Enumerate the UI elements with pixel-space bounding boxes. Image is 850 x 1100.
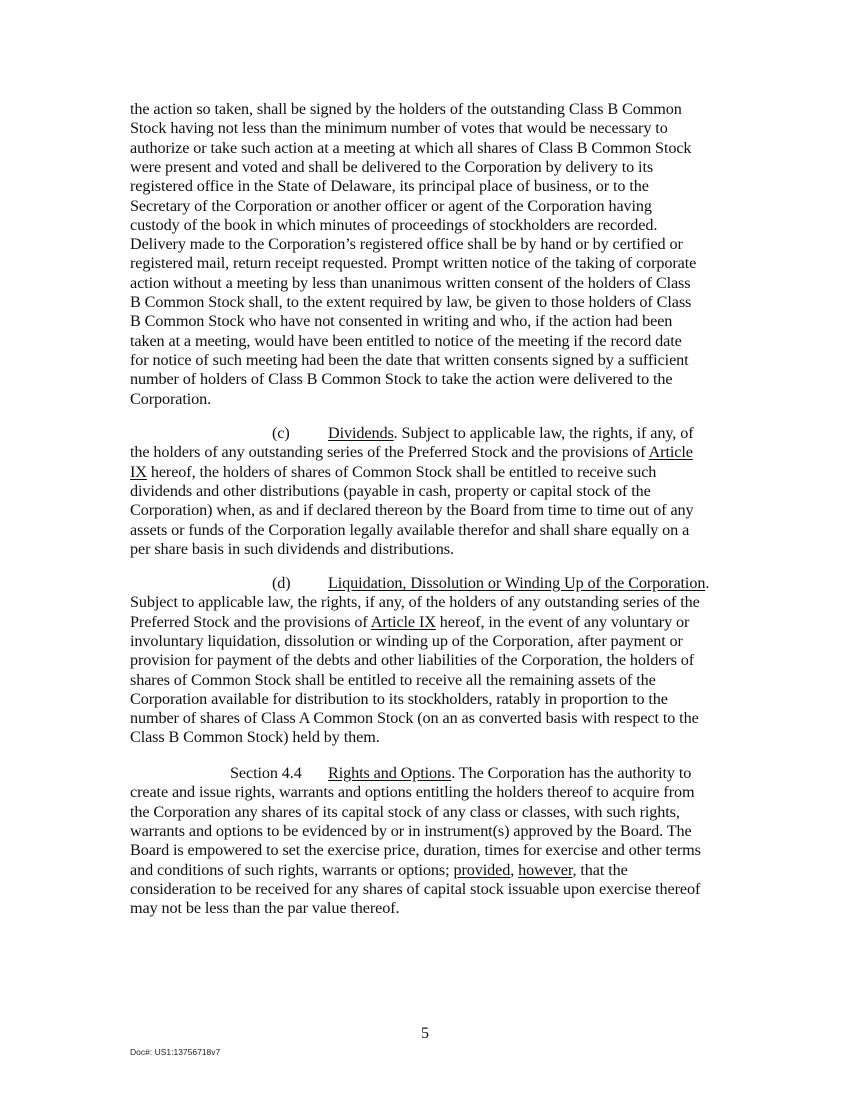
- text-line: per share basis in such dividends and distributions.: [130, 539, 454, 558]
- text-line: Board is empowered to set the exercise price, duration, times for exercise and other terms: [130, 841, 701, 860]
- provided-term: provided: [453, 860, 511, 879]
- text-line: and conditions of such rights, warrants or options; provided, however, that the: [130, 860, 628, 879]
- text-line: custody of the book in which minutes of proceedings of stockholders are recorded.: [130, 215, 658, 234]
- text-line: B Common Stock shall, to the extent required by law, be given to those holders of Class: [130, 293, 692, 311]
- text-line: (d) Liquidation, Dissolution or Winding Up of the Corporation.: [272, 574, 710, 592]
- text-line: Stock having not less than the minimum number of votes that would be necessary to: [130, 119, 668, 138]
- text-line: dividends and other distributions (payable in cash, property or capital stock of the: [130, 481, 651, 500]
- however-term: however: [518, 860, 573, 879]
- document-id: Doc#: US1:13756718v7: [130, 1047, 221, 1057]
- clause-label-d: (d): [272, 574, 291, 592]
- text-line: create and issue rights, warrants and options entitling the holders thereof to acquire from: [130, 783, 695, 802]
- article-ix-link[interactable]: Article IX: [370, 612, 436, 631]
- text-line: for notice of such meeting had been the date that written consents signed by a sufficient: [130, 350, 689, 369]
- text-line: the action so taken, shall be signed by the holders of the outstanding Class B Common: [130, 100, 682, 118]
- text-line: may not be less than the par value thereof.: [130, 899, 400, 918]
- text-line: number of shares of Class A Common Stock (on an as converted basis with respect to the: [130, 709, 699, 728]
- text-line: authorize or take such action at a meeting at which all shares of Class B Common Stock: [130, 138, 692, 157]
- liquidation-heading: Liquidation, Dissolution or Winding Up of the Corporation: [328, 574, 706, 592]
- dividends-heading: Dividends: [328, 424, 394, 442]
- text-line: number of holders of Class B Common Stock to take the action were delivered to the: [130, 370, 673, 389]
- text-line: the holders of any outstanding series of the Preferred Stock and the provisions of Article: [130, 443, 693, 462]
- text-line: warrants and options to be evidenced by or in instrument(s) approved by the Board. The: [130, 821, 692, 840]
- text-line: taken at a meeting, would have been entitled to notice of the meeting if the record date: [130, 331, 682, 350]
- article-ix-link[interactable]: Article: [648, 443, 693, 462]
- text-line: Subject to applicable law, the rights, if any, of the holders of any outstanding series of the: [130, 593, 700, 612]
- text-line: assets or funds of the Corporation legally available therefor and shall share equally on a: [130, 520, 690, 539]
- text-line: Corporation available for distribution to its stockholders, ratably in proportion to the: [130, 689, 668, 708]
- text-line: Preferred Stock and the provisions of Article IX hereof, in the event of any voluntary or: [130, 612, 690, 631]
- text-line: action without a meeting by less than unanimous written consent of the holders of Class: [130, 273, 691, 292]
- section-number: Section 4.4: [230, 764, 302, 782]
- rights-options-heading: Rights and Options: [328, 764, 452, 782]
- text-line: the Corporation any shares of its capital stock of any class or classes, with such rights,: [130, 802, 680, 821]
- article-ix-link-cont[interactable]: IX: [130, 462, 147, 481]
- text-line: registered office in the State of Delaware, its principal place of business, or to the: [130, 177, 649, 196]
- text-line: Section 4.4 Rights and Options. The Corporation has the authority to: [230, 764, 692, 782]
- page-number: 5: [421, 1025, 429, 1042]
- text-line: IX hereof, the holders of shares of Common Stock shall be entitled to receive such: [130, 462, 657, 481]
- text-line: involuntary liquidation, dissolution or winding up of the Corporation, after payment or: [130, 631, 683, 650]
- text-line: Corporation) when, as and if declared thereon by the Board from time to time out of any: [130, 501, 694, 520]
- text-line: Secretary of the Corporation or another officer or agent of the Corporation having: [130, 196, 652, 215]
- text-line: B Common Stock who have not consented in writing and who, if the action had been: [130, 312, 673, 331]
- text-line: Delivery made to the Corporation’s registered office shall be by hand or by certified or: [130, 235, 683, 254]
- text-line: registered mail, return receipt requested. Prompt written notice of the taking of corporate: [130, 254, 697, 273]
- text-line: (c) Dividends. Subject to applicable law, the rights, if any, of: [272, 424, 694, 442]
- text-line: Class B Common Stock) held by them.: [130, 728, 380, 747]
- text-line: shares of Common Stock shall be entitled to receive all the remaining assets of the: [130, 670, 656, 689]
- text-line: provision for payment of the debts and other liabilities of the Corporation, the holders of: [130, 651, 695, 670]
- text-line: Corporation.: [130, 389, 212, 408]
- text-line: consideration to be received for any shares of capital stock issuable upon exercise thereof: [130, 879, 701, 898]
- clause-label-c: (c): [272, 424, 290, 442]
- text-line: were present and voted and shall be delivered to the Corporation by delivery to its: [130, 157, 654, 176]
